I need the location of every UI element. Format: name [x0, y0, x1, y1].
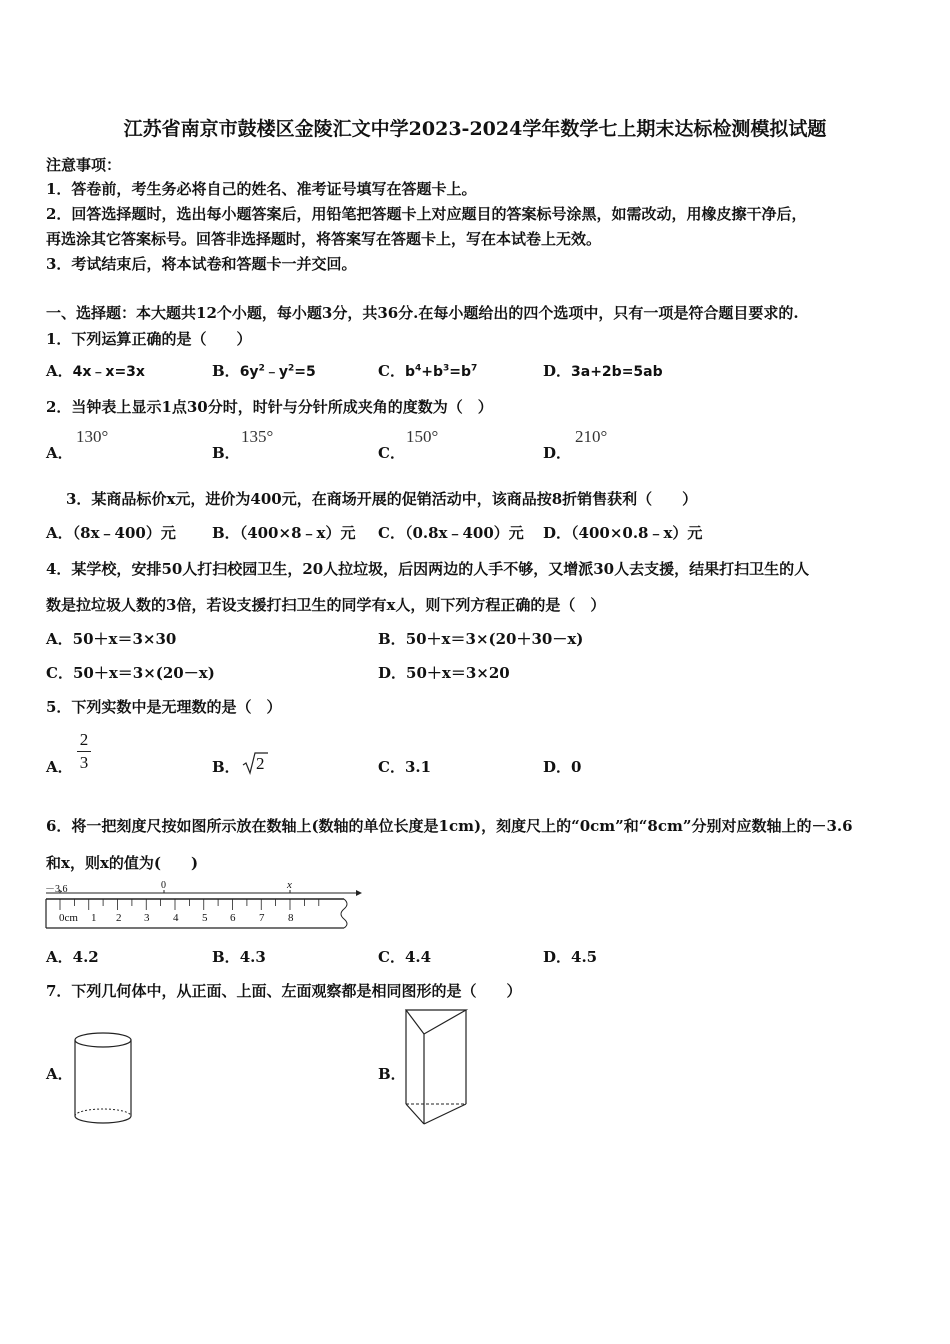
triangular-prism-icon	[402, 1006, 472, 1128]
q1-option-b: B．$6y^2﹣y^2=5$	[212, 362, 316, 380]
q2-option-b-label: B．	[212, 444, 240, 462]
ruler-tick-label: 3	[144, 912, 150, 924]
sqrt-icon	[241, 750, 269, 776]
axis-label-left: －3.6	[45, 884, 68, 895]
q1-option-c: C．$b^4+b^3=b^7$	[378, 362, 478, 380]
fraction-bar	[77, 751, 91, 752]
ruler-figure	[44, 880, 364, 930]
q6-stem-line2: 和x，则x的值为( )	[46, 854, 199, 872]
axis-label-zero: 0	[161, 880, 166, 891]
q4-stem-line2: 数是拉垃圾人数的3倍，若设支援打扫卫生的同学有x人，则下列方程正确的是（ ）	[46, 596, 606, 614]
q6-option-b: B．4.3	[212, 948, 266, 966]
q4-option-c: C．50＋x＝3×(20－x)	[46, 664, 215, 682]
q4-option-b: B．50＋x＝3×(20＋30－x)	[378, 630, 584, 648]
section-heading: 一、选择题：本大题共12个小题，每小题3分，共36分.在每小题给出的四个选项中，只有一项是符合题目要求的.	[46, 304, 799, 322]
q5-option-c: C．3.1	[378, 758, 432, 776]
q5-stem: 5．下列实数中是无理数的是（ ）	[46, 698, 282, 716]
q2-option-c-label: C．	[378, 444, 405, 462]
ruler-tick-label: 0cm	[59, 912, 78, 924]
notice-item-2b: 再选涂其它答案标号。回答非选择题时，将答案写在答题卡上，写在本试卷上无效。	[46, 230, 602, 248]
q2-stem: 2．当钟表上显示1点30分时，时针与分针所成夹角的度数为（ ）	[46, 398, 493, 416]
q5-option-a-fraction	[76, 730, 92, 773]
q5-option-d: D．0	[543, 758, 582, 776]
q4-stem-line1: 4．某学校，安排50人打扫校园卫生，20人拉垃圾，后因两边的人手不够，又增派30人去支援，结果打扫卫生的人	[46, 560, 810, 578]
q3-option-d: D．（400×0.8﹣x）元	[543, 524, 703, 542]
q4-option-d: D．50＋x＝3×20	[378, 664, 510, 682]
page-title: 江苏省南京市鼓楼区金陵汇文中学2023-2024学年数学七上期末达标检测模拟试题	[123, 118, 827, 140]
q2-option-d: 210°	[575, 427, 608, 446]
ruler-tick-label: 8	[288, 912, 294, 924]
notice-item-3: 3．考试结束后，将本试卷和答题卡一并交回。	[46, 255, 357, 273]
ruler-tick-label: 1	[91, 912, 97, 924]
notice-heading: 注意事项：	[46, 156, 122, 174]
q1-option-a: A．4x﹣x=3x	[46, 362, 145, 380]
q3-option-a: A．（8x﹣400）元	[46, 524, 176, 542]
q2-option-b: 135°	[241, 427, 274, 446]
q5-option-b-sqrt	[241, 750, 269, 780]
ruler-tick-label: 7	[259, 912, 265, 924]
q5-option-b-label: B．	[212, 758, 240, 776]
ruler-tick-label: 4	[173, 912, 179, 924]
q7-option-a-figure	[72, 1030, 134, 1132]
q2-option-c: 150°	[406, 427, 439, 446]
ruler-tick-label: 6	[230, 912, 236, 924]
q7-stem: 7．下列几何体中，从正面、上面、左面观察都是相同图形的是（ ）	[46, 982, 522, 1000]
q3-stem: 3．某商品标价x元，进价为400元，在商场开展的促销活动中，该商品按8折销售获利（ ）	[66, 490, 698, 508]
q2-option-a: 130°	[76, 427, 109, 446]
q2-option-a-label: A．	[46, 444, 73, 462]
q6-option-c: C．4.4	[378, 948, 432, 966]
q7-option-a-label: A．	[46, 1065, 73, 1083]
cylinder-icon	[72, 1030, 134, 1128]
notice-item-1: 1．答卷前，考生务必将自己的姓名、准考证号填写在答题卡上。	[46, 180, 477, 198]
ruler-tick-label: 2	[116, 912, 122, 924]
q2-option-d-label: D．	[543, 444, 572, 462]
q4-option-a: A．50＋x＝3×30	[46, 630, 177, 648]
q6-option-d: D．4.5	[543, 948, 598, 966]
q5-option-a-label: A．	[46, 758, 73, 776]
notice-item-2a: 2．回答选择题时，选出每小题答案后，用铅笔把答题卡上对应题目的答案标号涂黑，如需改动，用橡皮擦干净后，	[46, 205, 807, 223]
fraction-numerator: 2	[79, 730, 89, 749]
fraction-denominator: 3	[79, 753, 89, 772]
sqrt-radicand: 2	[256, 754, 265, 773]
axis-label-x: x	[287, 879, 292, 891]
q7-option-b-figure	[402, 1006, 472, 1132]
q6-stem-line1: 6．将一把刻度尺按如图所示放在数轴上(数轴的单位长度是1cm)，刻度尺上的“0cm”和“8cm”分别对应数轴上的－3.6	[46, 817, 853, 835]
q3-option-c: C．（0.8x﹣400）元	[378, 524, 524, 542]
q6-option-a: A．4.2	[46, 948, 99, 966]
q3-option-b: B．（400×8﹣x）元	[212, 524, 356, 542]
q1-option-d: D．3a+2b=5ab	[543, 362, 663, 380]
q7-option-b-label: B．	[378, 1065, 406, 1083]
ruler-tick-label: 5	[202, 912, 208, 924]
q1-stem: 1．下列运算正确的是（ ）	[46, 330, 252, 348]
